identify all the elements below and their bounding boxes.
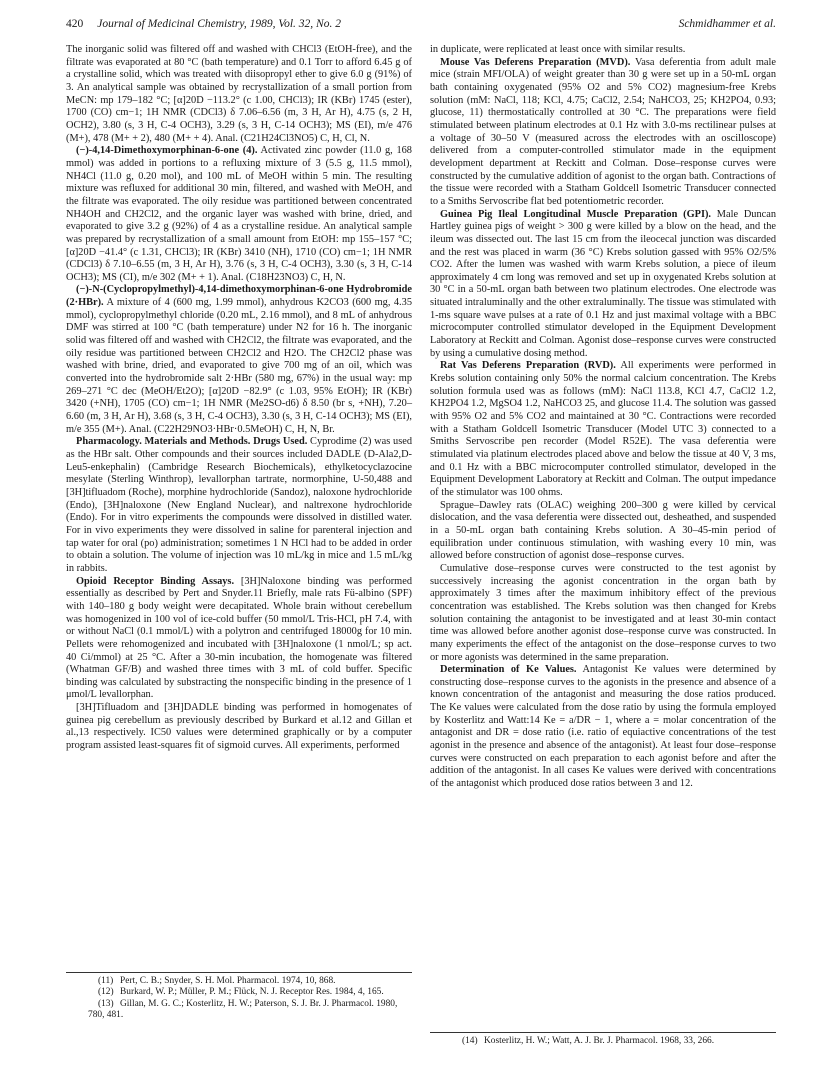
- paragraph-text: A mixture of 4 (600 mg, 1.99 mmol), anhydrous K2CO3 (600 mg, 4.35 mmol), cyclopropylmethyl chloride (0.20 mL, 2.16 mmol), and 8 mL of anhydrous DMF was stirred at 100 °C (bath temperature) under N2 for 16 h. The inorganic solid was filtered off and washed with CH2Cl2, the filtrate was evaporated, and the oily residue was partitioned between CH2Cl2 and H2O. The CH2Cl2 phase was washed with brine, dried, and evaporated to give 700 mg of an oil, which was converted into the hydrobromide salt 2·HBr (580 mg, 67%) in the usual way: mp 269–271 °C dec (MeOH/Et2O); [α]20D −82.9° (c 1.03, 95% EtOH); IR (KBr) 3420 (+NH), 1705 (CO) cm−1; 1H NMR (Me2SO-d6) δ 8.50 (br s, +NH), 7.20–6.60 (m, 3 H, Ar H), 3.68 (s, 3 H, C-4 OCH3), 3.30 (s, 3 H, C-14 OCH3); MS (EI), m/e 355 (M+). Anal. (C22H29NO3·HBr·0.5MeOH) C, H, N, Br.: [66, 297, 412, 435]
- section-heading: Opioid Receptor Binding Assays.: [76, 575, 235, 587]
- paragraph: [66, 576, 412, 703]
- footnote-text: Pert, C. B.; Snyder, S. H. Mol. Pharmacol. 1974, 10, 868.: [120, 976, 336, 986]
- section-heading: (−)-N-(Cyclopropylmethyl)-4,14-dimethoxymorphinan-6-one Hydrobromide (2·HBr).: [66, 284, 412, 309]
- right-column: [430, 44, 776, 1054]
- footnote-text: Burkard, W. P.; Müller, P. M.; Flück, N. J. Receptor Res. 1984, 4, 165.: [120, 987, 384, 998]
- journal-citation: Journal of Medicinal Chemistry, 1989, Vol. 32, No. 2: [97, 18, 341, 30]
- paragraph: Sprague–Dawley rats (OLAC) weighing 200–300 g were killed by cervical dislocation, and the vasa deferentia were dissected out, desheathed, and suspended in a 50-mL organ bath containing Krebs solution. A 30–45-min period of equilibration under continuous stimulation, with washing every 10 min, was allowed before construction of agonist dose–response curves.: [430, 499, 776, 562]
- footnotes: [66, 972, 412, 1022]
- footnote: [430, 1036, 776, 1047]
- paragraph-text: Antagonist Ke values were determined by constructing dose–response curves to the agonists in the presence and absence of a known concentration of the antagonist and measuring the dose ratios produced. The Ke values were calculated from the dose ratio by using the formula employed by Kosterlitz and Watt:14 Ke = a/DR − 1, where a = molar concentration of the antagonist and DR = dose ratio (i.e. ratio of equiactive concentrations of the test agonist in the presence and absence of the antagonist). At least four dose–response curves were constructed on each preparation to each agonist before and after the addition of the antagonist. In all cases Ke values were derived with concentrations of the antagonist which produced dose ratios between 3 and 12.: [430, 664, 776, 790]
- section-heading: Rat Vas Deferens Preparation (RVD).: [440, 360, 616, 372]
- footnote-text: Gillan, M. G. C.; Kosterlitz, H. W.; Paterson, S. J. Br. J. Pharmacol. 1980, 780, 481.: [88, 998, 398, 1021]
- paragraph: [66, 145, 412, 284]
- paragraph: [430, 209, 776, 361]
- paragraph-text: Vasa deferentia from adult male mice (strain MFI/OLA) of weight greater than 30 g were set up in a 50-mL organ bath containing oxygenated (95% O2 and 5% CO2) magnesium-free Krebs solution (mM: NaCl, 118; KCl, 4.75; CaCl2, 2.54; NaHCO3, 25; KH2PO4, 0.93; glucose, 11) thermostatically controlled at 30 °C. The preparations were field stimulated between platinum electrodes at 0.1 Hz with 3.0-ms rectilinear pulses at a voltage of 30–50 V (measured across the electrodes with an oscilloscope) delivered from a computer-controlled stimulator made in the equipment development department at Reckitt and Colman. Dose–response curves were constructed by the cumulative addition of agonist to the organ bath. Contractions of the tissue were recorded with a Statham Goldcell Isometric Transducer connected to a Smiths Servoscribe flat bed potentiometric recorder.: [430, 56, 776, 207]
- paragraph: The inorganic solid was filtered off and washed with CHCl3 (EtOH-free), and the filtrate was evaporated at 80 °C (bath temperature) and 0.1 Torr to afford 6.45 g of a crystalline solid, which was treated with diisopropyl ether to give 6.0 g (91%) of 3. An analytical sample was obtained by recrystallization of a small portion from MeCN: mp 179–182 °C; [α]20D −113.2° (c 1.00, CHCl3); IR (KBr) 1745 (ester), 1700 (CO) cm−1; 1H NMR (CDCl3) δ 7.06–6.56 (m, 3 H, Ar H), 4.75 (s, 2 H, OCH2), 3.80 (s, 3 H, C-4 OCH3), 3.29 (s, 3 H, C-14 OCH3); MS (EI), m/e 476 (M+), 478 (M+ + 2), 480 (M+ + 4). Anal. (C21H24Cl3NO5) C, H, Cl, N.: [66, 44, 412, 144]
- paragraph-text: [3H]Naloxone binding was performed essentially as described by Pert and Snyder.11 Briefly, male rats Fü-albino (SPF) with 140–180 g body weight were decapitated. Whole brain without cerebellum was homogenized in 100 vol of ice-cold buffer (50 mmol/L Tris-HCl, pH 7.4, with or without NaCl (0.1 mmol/L) with a polytron and centrifuged 18000g for 10 min. Pellets were rehomogenized and incubated with [3H]naloxone (1 nmol/L; sp act. 40 Ci/mmol) at 25 °C. After a 30-min incubation, the homogenate was filtered (Whatman GF/B) and washed three times with 3 mL of cold buffer. Specific binding was calculated by substracting the nonspecific binding in the presence of 1 μmol/L levallorphan.: [66, 575, 412, 701]
- paragraph: [66, 436, 412, 575]
- footnote-number: (12): [98, 987, 114, 998]
- paragraph: in duplicate, were replicated at least once with similar results.: [430, 44, 686, 55]
- paragraph: [430, 360, 776, 499]
- footnote: [66, 999, 412, 1022]
- section-heading: Mouse Vas Deferens Preparation (MVD).: [440, 56, 631, 68]
- page-number: 420: [66, 18, 84, 30]
- paragraph: [3H]Tifluadom and [3H]DADLE binding was performed in homogenates of guinea pig cerebellum as previously described by Burkard et al.12 and Gillan et al.,13 respectively. IC50 values were determined graphically or by a computer program assisted least-squares fit of sigmoid curves. All experiments, performed: [66, 702, 412, 752]
- running-header: [66, 18, 776, 36]
- paragraph-text: Cyprodime (2) was used as the HBr salt. Other compounds and their sources included DADLE (D-Ala2,D-Leu5-enkephalin) (Cambridge Research Biochemicals), ethylketocyclazocine mesylate (Sterling Winthrop), levallorphan tartrate, normorphine, U-50,488 and [3H]tifluadom (Roche), morphine hydrochloride (Sandoz), naloxone hydrochloride (Endo), [3H]naloxone (New England Nuclear), and naltrexone hydrochloride (Endo). For in vitro experiments the compounds were dissolved in distilled water. For in vivo experiments they were dissolved in saline for parenteral injection and tap water for oral (po) administration; sometimes 1 N HCl had to be added in order to obtain a solution. The volume of injection was 10 mL/kg in mice and 1.5 mL/kg in rabbits.: [66, 436, 412, 574]
- section-heading: Guinea Pig Ileal Longitudinal Muscle Preparation (GPI).: [440, 208, 711, 220]
- paragraph-text: Male Duncan Hartley guinea pigs of weight > 300 g were killed by a blow on the head, and the ileum was dissected out. The last 15 cm from the ileocecal junction was discarded and the rest was placed in warm (36 °C) Krebs solution gassed with 95% O2/5% CO2. After the lumen was washed with warm Krebs solution, a piece of ileum approximately 4 cm long was removed and set up in oxygenated Krebs solution at 30 °C in a 50-mL organ bath between two platinum electrodes. One electrode was situated intraluminally and the other extraluminally. The tissue was stimulated with 1-ms square wave pulses at a rate of 0.1 Hz and just maximal voltage with a BBC microcomputer controlled stimulator developed in the Equipment Development Laboratory at Reckitt and Colman. Agonist dose–response curves were constructed by using a cumulative dosing method.: [430, 208, 776, 359]
- paragraph: [430, 57, 776, 209]
- paragraph-text: All experiments were performed in Krebs solution containing only 50% the normal calcium concentration. The Krebs solution formula used was as follows (mM): NaCl 113.8, KCl 4.7, CaCl2 1.2, KH2PO4 1.2, MgSO4 1.2, NaHCO3 25, and glucose 11.4. The solution was gassed with 95% O2 and 5% CO2 and maintained at 30 °C. Contractions were recorded with a Statham Goldcell Isometric Transducer (Model UTC 3) connected to a Smiths Servoscribe pen recorder (Model R52E). The vasa deferentia were stimulated via platinum electrodes placed above and below the tissue at 40 V, 3 ms, and 0.1 Hz with a BBC microcomputer controlled stimulator, developed in the Equipment Development Laboratory at Reckitt and Colman. The output impedance of the stimulator was 100 ohms.: [430, 360, 776, 498]
- footnote-number: (11): [98, 976, 114, 986]
- footnote-text: Kosterlitz, H. W.; Watt, A. J. Br. J. Pharmacol. 1968, 33, 266.: [484, 1036, 715, 1046]
- footnote-number: (13): [98, 998, 114, 1009]
- section-heading: Pharmacology. Materials and Methods. Drugs Used.: [76, 436, 308, 448]
- footnote-number: (14): [462, 1036, 478, 1046]
- running-authors: Schmidhammer et al.: [678, 18, 776, 30]
- paragraph: [66, 284, 412, 436]
- footnotes: [430, 1032, 776, 1047]
- paragraph: [430, 664, 776, 791]
- footnote: [66, 987, 412, 998]
- left-column: [66, 44, 412, 1054]
- paragraph-text: Activated zinc powder (11.0 g, 168 mmol) was added in portions to a refluxing mixture of 3 (5.5 g, 11.5 mmol), NH4Cl (11.0 g, 0.20 mol), and 100 mL of MeOH within 5 min. The resulting mixture was refluxed for additional 30 min, filtered, and washed with MeOH, and the filtrate was evaporated. The oily residue was partitioned between concentrated NH4OH and CH2Cl2, and the organic layer was washed with brine, dried, and evaporated to give 3.2 g (92%) of 4 as a crystalline residue. An analytical sample was prepared by recrystallization of a small amount from EtOH: mp 155–157 °C; [α]20D −41.4° (c 1.31, CHCl3); IR (KBr) 3410 (NH), 1710 (CO) cm−1; 1H NMR (CDCl3) δ 7.10–6.55 (m, 3 H, Ar H), 3.76 (s, 3 H, C-4 OCH3), 3.30 (s, 3 H, C-14 OCH3); MS (CI), m/e 302 (M+ + 1). Anal. (C18H23NO3) C, H, N.: [66, 145, 412, 283]
- paragraph: Cumulative dose–response curves were constructed to the test agonist by successively increasing the agonist concentration in the organ bath by approximately 3 times after the maximum inhibitory effect of the previous concentration was established. The Krebs solution was then changed for Krebs solution containing the antagonist to be investigated and at least 30-min contact time was allowed before another agonist dose–response curve was constructed. In many experiments the effect of the antagonist on the dose–response curves to two or more agonists was determined in the same preparation.: [430, 562, 776, 663]
- section-heading: (−)-4,14-Dimethoxymorphinan-6-one (4).: [76, 145, 258, 157]
- section-heading: Determination of Ke Values.: [440, 664, 577, 676]
- footnote: [66, 976, 412, 987]
